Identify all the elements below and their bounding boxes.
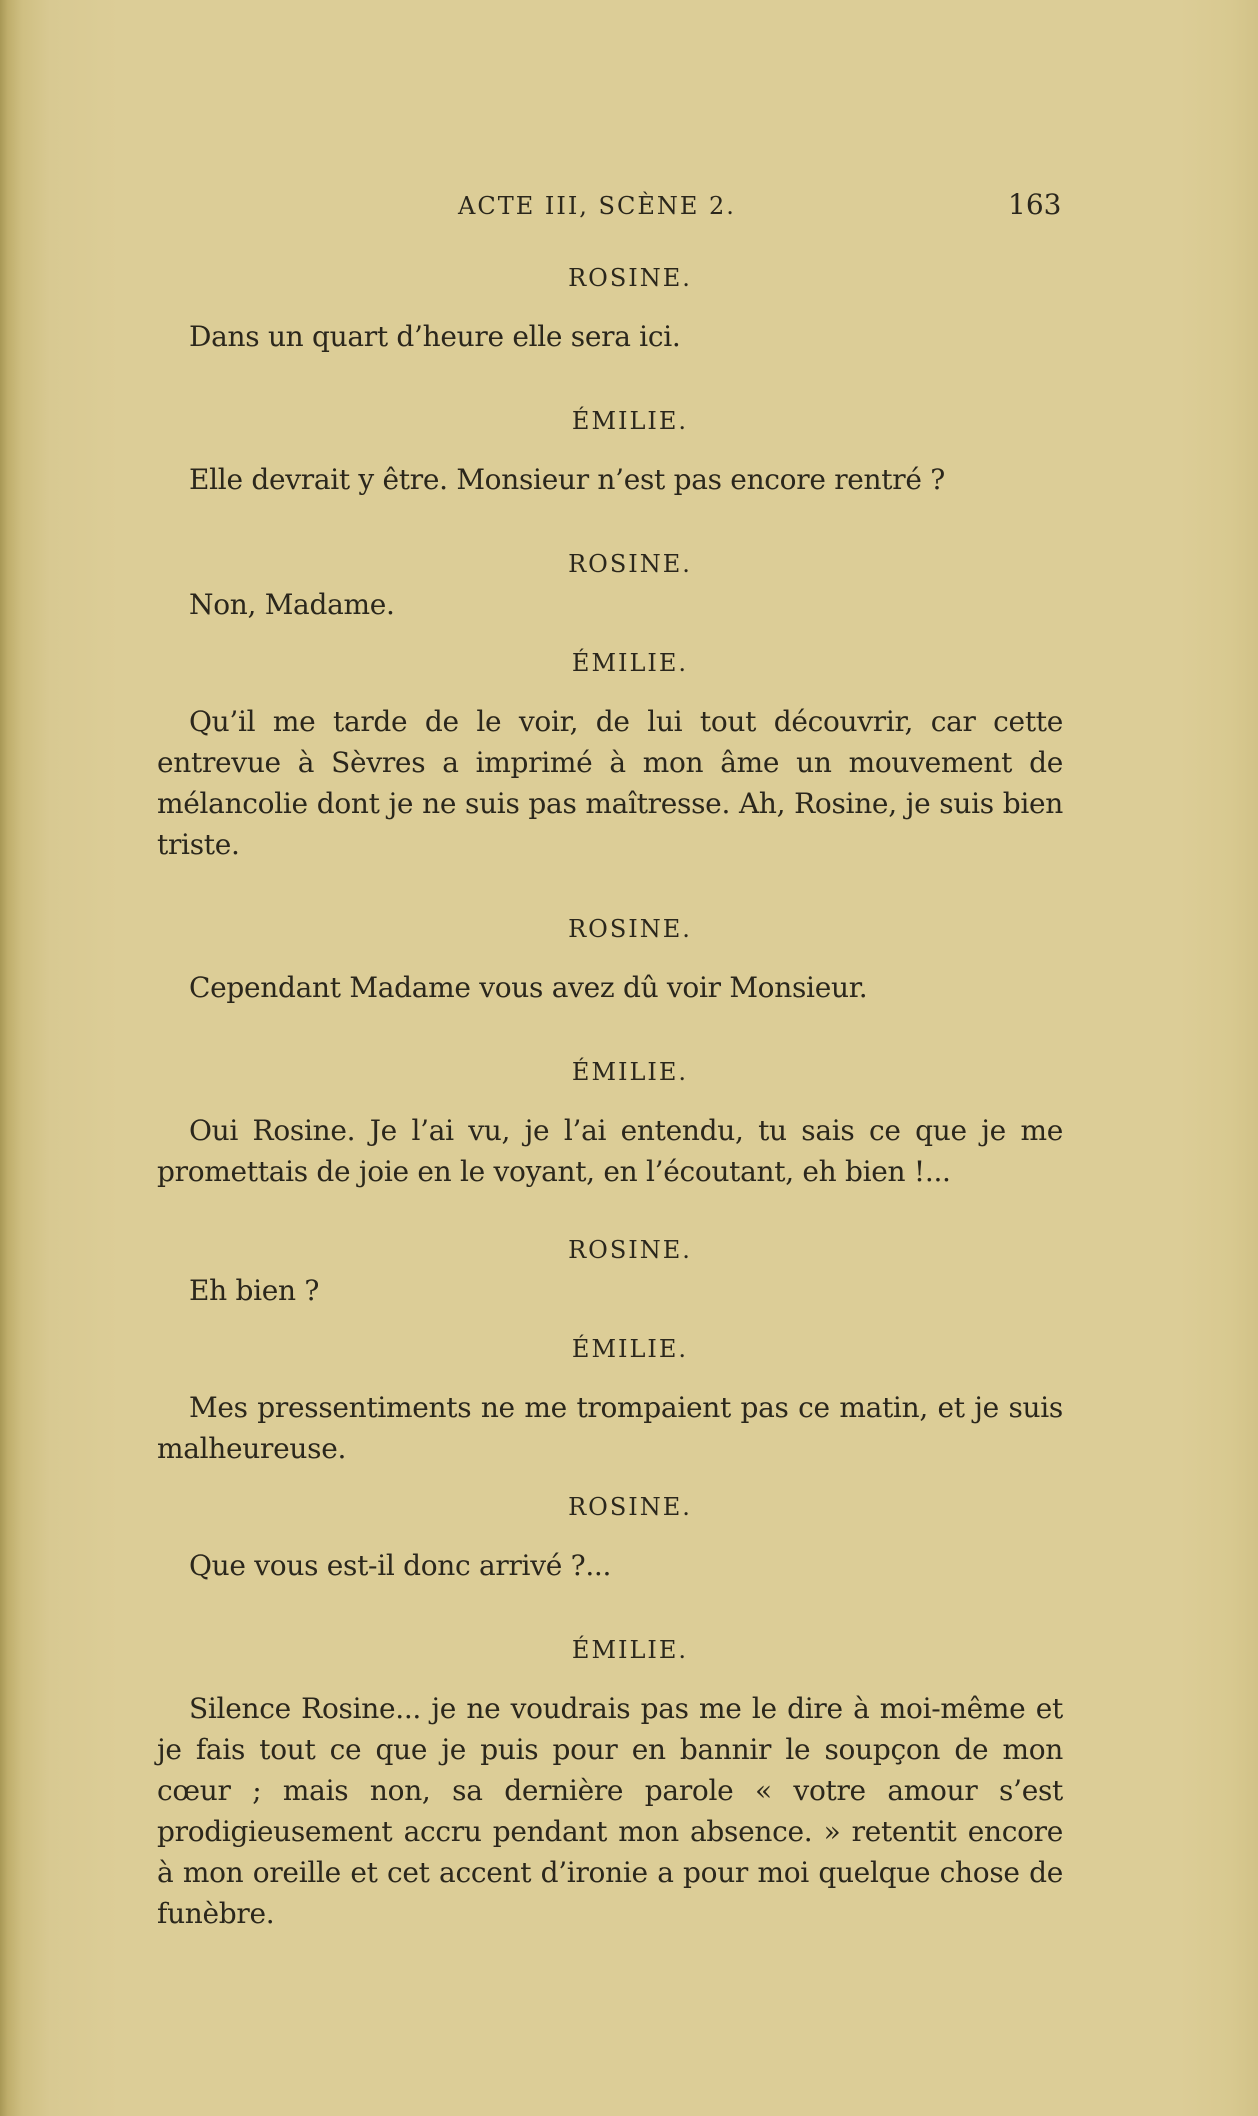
speech-line: Non, Madame. bbox=[189, 588, 395, 621]
speaker-name: ÉMILIE. bbox=[571, 1335, 689, 1363]
speech-line: Silence Rosine... je ne voudrais pas me le dire à moi-même et je fais tout ce que je puis pour en bannir le soupçon de mon cœur ; mais non, sa dernière parole « votre amour s’est prodigieusement accru pendant mon absence. » retentit encore à mon oreille et cet accent d’ironie a pour moi quelque chose de funèbre. bbox=[157, 1692, 1063, 1930]
speech-line: Eh bien ? bbox=[189, 1274, 320, 1307]
speaker-name: ÉMILIE. bbox=[571, 649, 689, 677]
speech-line: Mes pressentiments ne me trompaient pas ce matin, et je suis malheureuse. bbox=[157, 1391, 1063, 1465]
speaker-name: ROSINE. bbox=[568, 264, 692, 292]
speech-line: Que vous est-il donc arrivé ?... bbox=[189, 1549, 612, 1582]
speaker-name: ÉMILIE. bbox=[571, 407, 689, 435]
page-number: 163 bbox=[1008, 188, 1062, 221]
running-title: ACTE III, SCÈNE 2. bbox=[458, 192, 736, 220]
speaker-name: ROSINE. bbox=[568, 915, 692, 943]
speech-line: Oui Rosine. Je l’ai vu, je l’ai entendu, tu sais ce que je me promettais de joie en le voyant, en l’écoutant, eh bien !... bbox=[157, 1114, 1063, 1188]
speaker-name: ÉMILIE. bbox=[571, 1636, 689, 1664]
page-header bbox=[0, 188, 1258, 228]
speaker-name: ROSINE. bbox=[568, 1493, 692, 1521]
speaker-name: ROSINE. bbox=[568, 550, 692, 578]
play-text bbox=[157, 258, 1063, 1934]
speech-line: Elle devrait y être. Monsieur n’est pas encore rentré ? bbox=[189, 463, 945, 496]
speech-line: Qu’il me tarde de le voir, de lui tout découvrir, car cette entrevue à Sèvres a imprimé à mon âme un mouvement de mélancolie dont je ne suis pas maîtresse. Ah, Rosine, je suis bien triste. bbox=[157, 705, 1063, 861]
speaker-name: ROSINE. bbox=[568, 1236, 692, 1264]
speaker-name: ÉMILIE. bbox=[571, 1058, 689, 1086]
speech-line: Cependant Madame vous avez dû voir Monsieur. bbox=[189, 971, 868, 1004]
speech-line: Dans un quart d’heure elle sera ici. bbox=[189, 320, 681, 353]
